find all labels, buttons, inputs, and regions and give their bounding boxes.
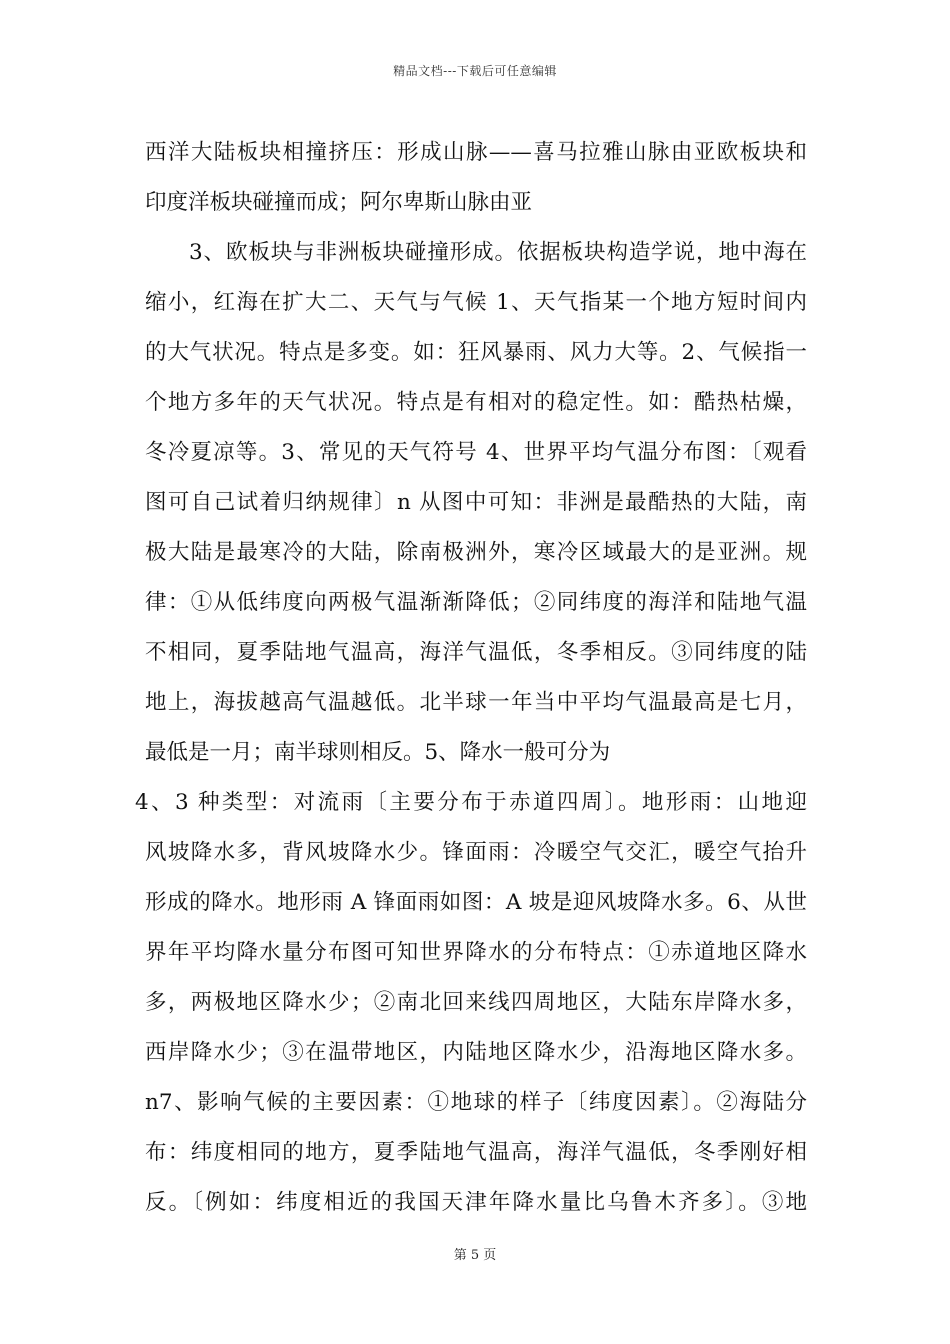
text-line: 西洋大陆板块相撞挤压：形成山脉——喜马拉雅山脉由亚欧板块和 <box>145 140 807 165</box>
page-header: 精品文档---下载后可任意编辑 <box>393 64 557 78</box>
text-line: 反。〔例如：纬度相近的我国天津年降水量比乌鲁木齐多〕。③地 <box>145 1190 807 1215</box>
text-line: 印度洋板块碰撞而成；阿尔卑斯山脉由亚 <box>145 190 533 215</box>
text-line: 最低是一月；南半球则相反。5、降水一般可分为 <box>145 740 611 765</box>
page-number: 第 5 页 <box>453 1248 497 1263</box>
text-line: 西岸降水少；③在温带地区，内陆地区降水少，沿海地区降水多。 <box>145 1040 807 1065</box>
text-line: 的大气状况。特点是多变。如：狂风暴雨、风力大等。2、气候指一 <box>145 340 807 365</box>
text-line: n7、影响气候的主要因素：①地球的样子〔纬度因素〕。②海陆分 <box>145 1090 807 1115</box>
text-line: 4、3 种类型：对流雨〔主要分布于赤道四周〕。地形雨：山地迎 <box>135 790 807 815</box>
text-line: 布：纬度相同的地方，夏季陆地气温高，海洋气温低，冬季刚好相 <box>145 1140 807 1165</box>
text-line: 个地方多年的天气状况。特点是有相对的稳定性。如：酷热枯燥， <box>145 390 807 415</box>
text-line: 缩小，红海在扩大二、天气与气候 1、天气指某一个地方短时间内 <box>145 290 807 315</box>
text-line: 律：①从低纬度向两极气温渐渐降低；②同纬度的海洋和陆地气温 <box>145 590 807 615</box>
text-line: 多，两极地区降水少；②南北回来线四周地区，大陆东岸降水多， <box>145 990 807 1015</box>
document-body <box>135 132 807 1232</box>
text-line: 冬冷夏凉等。3、常见的天气符号 4、世界平均气温分布图：〔观看 <box>145 440 807 465</box>
text-line: 风坡降水多，背风坡降水少。锋面雨：冷暖空气交汇，暖空气抬升 <box>145 840 807 865</box>
text-line: 界年平均降水量分布图可知世界降水的分布特点：①赤道地区降水 <box>145 940 807 965</box>
text-line: 形成的降水。地形雨 A 锋面雨如图：A 坡是迎风坡降水多。6、从世 <box>145 890 807 915</box>
text-line: 3、欧板块与非洲板块碰撞形成。依据板块构造学说，地中海在 <box>189 240 807 265</box>
text-line: 地上，海拔越高气温越低。北半球一年当中平均气温最高是七月， <box>145 690 807 715</box>
text-line: 不相同，夏季陆地气温高，海洋气温低，冬季相反。③同纬度的陆 <box>145 640 807 665</box>
text-line: 极大陆是最寒冷的大陆，除南极洲外，寒冷区域最大的是亚洲。规 <box>145 540 807 565</box>
text-line: 图可自己试着归纳规律〕n 从图中可知：非洲是最酷热的大陆，南 <box>145 490 807 515</box>
